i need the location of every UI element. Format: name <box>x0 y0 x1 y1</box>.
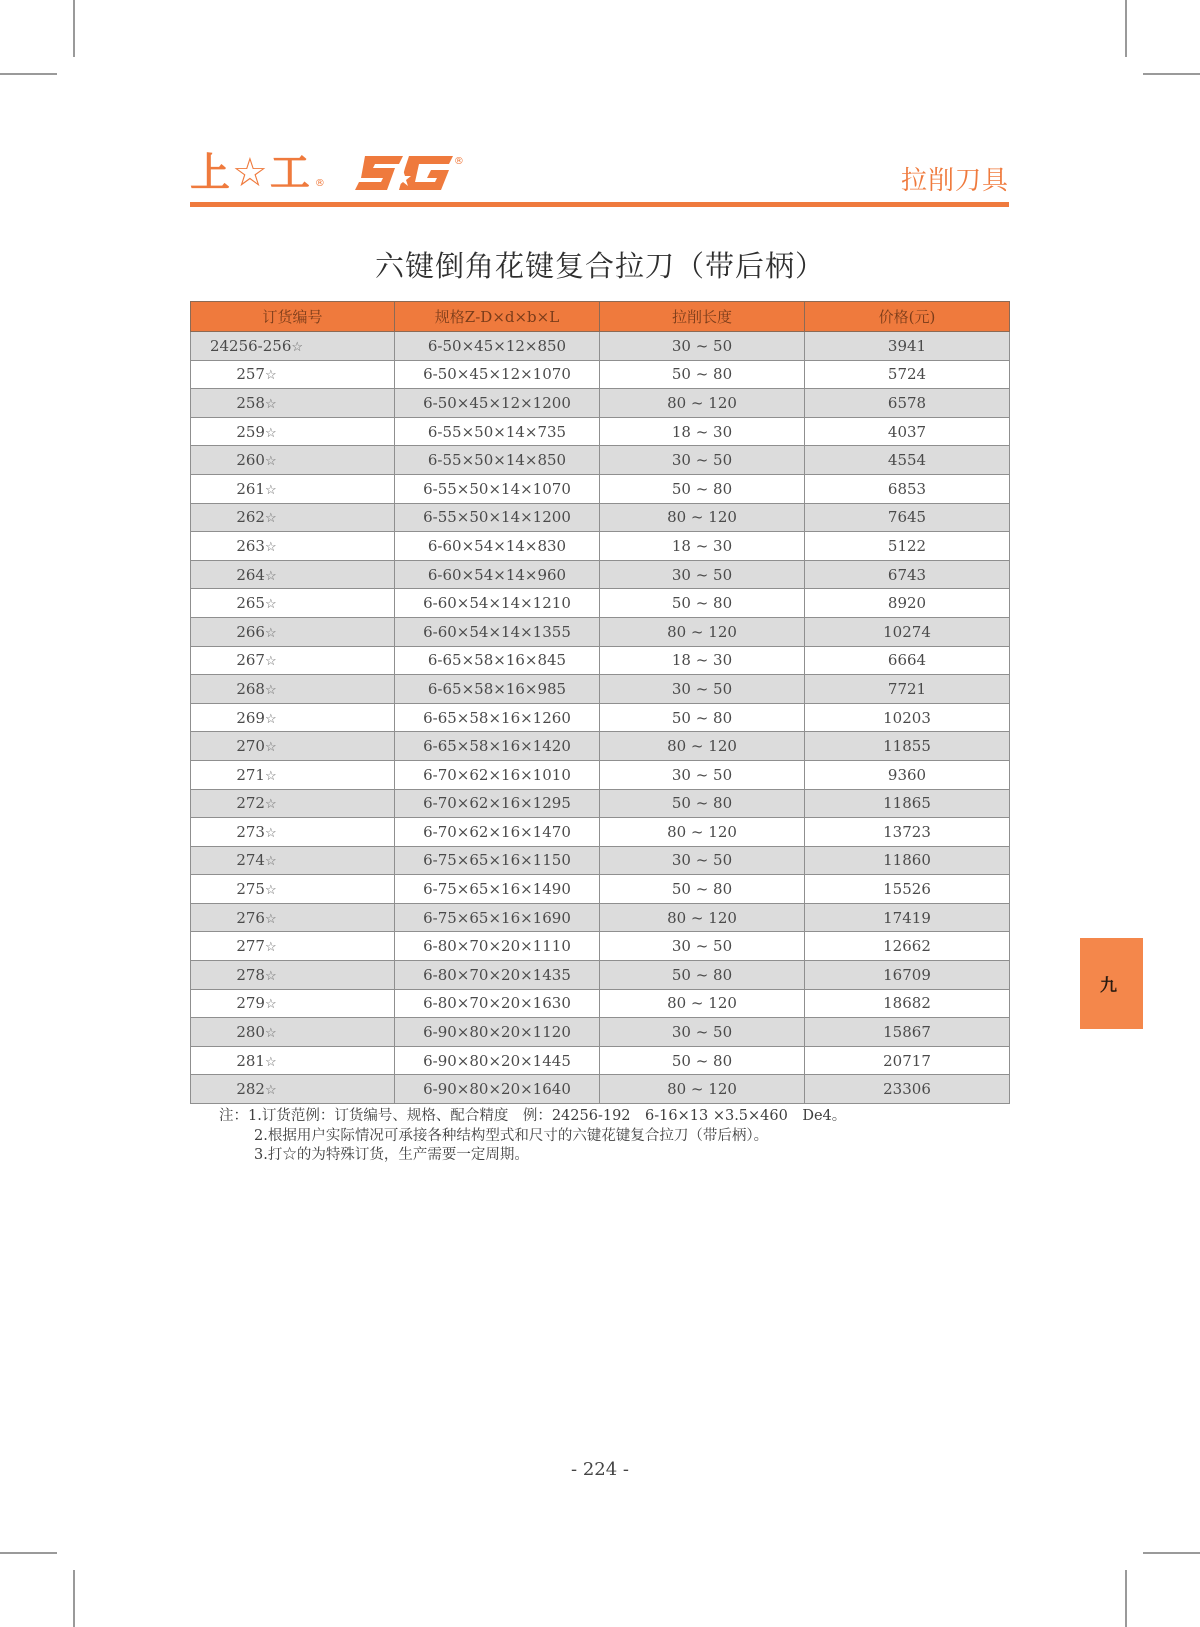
price-cell: 3941 <box>805 332 1010 361</box>
order-code: 274 <box>236 851 265 870</box>
order-code: 263 <box>236 536 265 555</box>
spec-cell: 6-75×65×16×1150 <box>395 846 600 875</box>
page-title: 六键倒角花键复合拉刀（带后柄） <box>374 249 825 283</box>
order-code-cell <box>191 474 395 503</box>
order-code-cell <box>191 703 395 732</box>
order-code: 273 <box>236 822 265 841</box>
crop-mark <box>1125 0 1127 57</box>
price-cell: 15526 <box>805 875 1010 904</box>
broach-length-cell: 50 ~ 80 <box>600 789 805 818</box>
table-row <box>191 503 1010 532</box>
broach-length-cell: 50 ~ 80 <box>600 360 805 389</box>
order-code: 261 <box>236 479 265 498</box>
price-cell: 13723 <box>805 818 1010 847</box>
broach-length-cell: 80 ~ 120 <box>600 503 805 532</box>
price-cell: 11855 <box>805 732 1010 761</box>
order-code: 262 <box>236 508 265 527</box>
special-order-star-icon: ☆ <box>264 740 277 756</box>
broach-length-cell: 50 ~ 80 <box>600 961 805 990</box>
order-code: 269 <box>236 708 265 727</box>
table-row <box>191 1046 1010 1075</box>
broach-length-cell: 80 ~ 120 <box>600 1075 805 1104</box>
order-code: 265 <box>236 594 265 613</box>
broach-length-cell: 50 ~ 80 <box>600 875 805 904</box>
order-code: 270 <box>236 737 265 756</box>
broach-length-cell: 50 ~ 80 <box>600 589 805 618</box>
broach-length-cell: 50 ~ 80 <box>600 474 805 503</box>
order-code: 278 <box>236 965 265 984</box>
crop-mark <box>0 1552 57 1554</box>
crop-mark <box>0 73 57 75</box>
special-order-star-icon: ☆ <box>264 597 277 613</box>
table-header-row <box>191 302 1010 332</box>
logo-chinese <box>190 149 327 196</box>
spec-cell: 6-55×50×14×1070 <box>395 474 600 503</box>
crop-mark <box>73 1570 75 1627</box>
table-row <box>191 675 1010 704</box>
price-cell: 10203 <box>805 703 1010 732</box>
order-code: 257 <box>236 365 265 384</box>
spec-cell: 6-70×62×16×1470 <box>395 818 600 847</box>
table-row <box>191 332 1010 361</box>
price-cell: 16709 <box>805 961 1010 990</box>
table-row <box>191 703 1010 732</box>
spec-cell: 6-65×58×16×1260 <box>395 703 600 732</box>
order-code-cell <box>191 875 395 904</box>
special-order-star-icon: ☆ <box>264 568 277 584</box>
order-code-cell <box>191 360 395 389</box>
order-code: 260 <box>236 451 265 470</box>
broach-length-cell: 80 ~ 120 <box>600 989 805 1018</box>
brand-logo <box>190 150 464 195</box>
price-cell: 5122 <box>805 532 1010 561</box>
order-code: 266 <box>236 622 265 641</box>
broach-length-cell: 50 ~ 80 <box>600 1046 805 1075</box>
special-order-star-icon: ☆ <box>264 625 277 641</box>
special-order-star-icon: ☆ <box>264 368 277 384</box>
spec-cell: 6-60×54×14×960 <box>395 560 600 589</box>
order-code-cell <box>191 818 395 847</box>
order-code-cell <box>191 846 395 875</box>
order-code: 276 <box>236 908 265 927</box>
price-cell: 6743 <box>805 560 1010 589</box>
spec-cell: 6-90×80×20×1640 <box>395 1075 600 1104</box>
order-code-cell <box>191 389 395 418</box>
special-order-star-icon: ☆ <box>264 711 277 727</box>
broach-length-cell: 80 ~ 120 <box>600 617 805 646</box>
order-code-cell <box>191 617 395 646</box>
order-code-cell <box>191 903 395 932</box>
crop-mark <box>1125 1570 1127 1627</box>
order-code: 280 <box>236 1023 265 1042</box>
price-cell: 20717 <box>805 1046 1010 1075</box>
special-order-star-icon: ☆ <box>291 339 304 355</box>
special-order-star-icon: ☆ <box>264 968 277 984</box>
price-cell: 23306 <box>805 1075 1010 1104</box>
table-row <box>191 360 1010 389</box>
table-row <box>191 903 1010 932</box>
spec-cell: 6-80×70×20×1435 <box>395 961 600 990</box>
spec-cell: 6-80×70×20×1110 <box>395 932 600 961</box>
broach-length-cell: 30 ~ 50 <box>600 675 805 704</box>
table-row <box>191 617 1010 646</box>
order-code: 272 <box>236 794 265 813</box>
price-cell: 12662 <box>805 932 1010 961</box>
order-code-cell <box>191 1075 395 1104</box>
order-code: 268 <box>236 679 265 698</box>
table-row <box>191 732 1010 761</box>
logo-sg <box>355 156 464 190</box>
order-code: 271 <box>236 765 265 784</box>
table-row <box>191 417 1010 446</box>
price-cell: 10274 <box>805 617 1010 646</box>
broach-length-cell: 80 ~ 120 <box>600 732 805 761</box>
note-2: 2.根据用户实际情况可承接各种结构型式和尺寸的六键花键复合拉刀（带后柄）。 <box>254 1127 769 1144</box>
order-code-cell <box>191 789 395 818</box>
special-order-star-icon: ☆ <box>264 482 277 498</box>
special-order-star-icon: ☆ <box>264 1026 277 1042</box>
broach-length-cell: 30 ~ 50 <box>600 760 805 789</box>
order-code: 258 <box>236 393 265 412</box>
special-order-star-icon: ☆ <box>264 396 277 412</box>
header-divider <box>190 202 1009 207</box>
order-code: 264 <box>236 565 265 584</box>
chapter-tab <box>1080 938 1143 1029</box>
special-order-star-icon: ☆ <box>264 539 277 555</box>
order-code-cell <box>191 503 395 532</box>
spec-cell: 6-70×62×16×1010 <box>395 760 600 789</box>
spec-cell: 6-65×58×16×845 <box>395 646 600 675</box>
special-order-star-icon: ☆ <box>264 1054 277 1070</box>
spec-cell: 6-60×54×14×1355 <box>395 617 600 646</box>
spec-cell: 6-55×50×14×735 <box>395 417 600 446</box>
spec-cell: 6-55×50×14×850 <box>395 446 600 475</box>
price-cell: 4037 <box>805 417 1010 446</box>
order-code-cell <box>191 732 395 761</box>
order-code-cell <box>191 560 395 589</box>
special-order-star-icon: ☆ <box>264 425 277 441</box>
price-cell: 17419 <box>805 903 1010 932</box>
table-row <box>191 818 1010 847</box>
logo-chinese-text: 上☆工 <box>190 149 312 196</box>
special-order-star-icon: ☆ <box>264 511 277 527</box>
special-order-star-icon: ☆ <box>264 825 277 841</box>
note-3: 3.打☆的为特殊订货，生产需要一定周期。 <box>254 1147 529 1163</box>
order-code-cell <box>191 1018 395 1047</box>
price-cell: 11860 <box>805 846 1010 875</box>
special-order-star-icon: ☆ <box>264 854 277 870</box>
spec-cell: 6-75×65×16×1490 <box>395 875 600 904</box>
broach-length-cell: 80 ~ 120 <box>600 818 805 847</box>
table-row <box>191 532 1010 561</box>
broach-length-cell: 50 ~ 80 <box>600 703 805 732</box>
broach-length-cell: 30 ~ 50 <box>600 932 805 961</box>
notes <box>219 1107 846 1166</box>
order-code: 277 <box>236 937 265 956</box>
table-row <box>191 446 1010 475</box>
spec-cell: 6-70×62×16×1295 <box>395 789 600 818</box>
special-order-star-icon: ☆ <box>264 883 277 899</box>
price-table <box>190 301 1010 1104</box>
price-cell: 7645 <box>805 503 1010 532</box>
price-cell: 4554 <box>805 446 1010 475</box>
order-code: 279 <box>236 994 265 1013</box>
price-cell: 15867 <box>805 1018 1010 1047</box>
price-cell: 8920 <box>805 589 1010 618</box>
order-code-cell <box>191 332 395 361</box>
table-row <box>191 875 1010 904</box>
order-code: 267 <box>236 651 265 670</box>
registered-mark: ® <box>453 155 464 167</box>
price-cell: 6578 <box>805 389 1010 418</box>
broach-length-cell: 18 ~ 30 <box>600 646 805 675</box>
page-number: - 224 - <box>571 1459 629 1480</box>
order-code: 259 <box>236 422 265 441</box>
broach-length-cell: 30 ~ 50 <box>600 560 805 589</box>
crop-mark <box>1143 1552 1200 1554</box>
order-code-cell <box>191 675 395 704</box>
special-order-star-icon: ☆ <box>264 682 277 698</box>
table-row <box>191 389 1010 418</box>
price-cell: 7721 <box>805 675 1010 704</box>
order-code: 275 <box>236 880 265 899</box>
broach-length-cell: 80 ~ 120 <box>600 389 805 418</box>
spec-cell: 6-55×50×14×1200 <box>395 503 600 532</box>
section-title: 拉削刀具 <box>900 166 1009 196</box>
spec-cell: 6-65×58×16×1420 <box>395 732 600 761</box>
sg-logo-icon <box>355 156 453 190</box>
spec-cell: 6-75×65×16×1690 <box>395 903 600 932</box>
crop-mark <box>73 0 75 57</box>
table-row <box>191 589 1010 618</box>
broach-length-cell: 30 ~ 50 <box>600 446 805 475</box>
table-row <box>191 474 1010 503</box>
spec-cell: 6-65×58×16×985 <box>395 675 600 704</box>
broach-length-cell: 30 ~ 50 <box>600 846 805 875</box>
spec-cell: 6-60×54×14×1210 <box>395 589 600 618</box>
table-row <box>191 646 1010 675</box>
spec-cell: 6-60×54×14×830 <box>395 532 600 561</box>
special-order-star-icon: ☆ <box>264 454 277 470</box>
column-header-order-code: 订货编号 <box>191 302 395 332</box>
price-cell: 6664 <box>805 646 1010 675</box>
broach-length-cell: 30 ~ 50 <box>600 1018 805 1047</box>
column-header-price: 价格(元) <box>805 302 1010 332</box>
column-header-broach-length: 拉削长度 <box>600 302 805 332</box>
order-code-cell <box>191 589 395 618</box>
column-header-spec: 规格Z-D×d×b×L <box>395 302 600 332</box>
spec-cell: 6-50×45×12×1200 <box>395 389 600 418</box>
order-code: 282 <box>236 1080 265 1099</box>
special-order-star-icon: ☆ <box>264 797 277 813</box>
order-code-cell <box>191 760 395 789</box>
order-code-cell <box>191 532 395 561</box>
spec-cell: 6-90×80×20×1445 <box>395 1046 600 1075</box>
table-row <box>191 989 1010 1018</box>
table-row <box>191 961 1010 990</box>
order-code-cell <box>191 989 395 1018</box>
special-order-star-icon: ☆ <box>264 768 277 784</box>
table-row <box>191 1075 1010 1104</box>
spec-cell: 6-50×45×12×1070 <box>395 360 600 389</box>
special-order-star-icon: ☆ <box>264 940 277 956</box>
crop-mark <box>1143 73 1200 75</box>
table-row <box>191 932 1010 961</box>
price-cell: 11865 <box>805 789 1010 818</box>
special-order-star-icon: ☆ <box>264 911 277 927</box>
table-row <box>191 1018 1010 1047</box>
order-code-cell <box>191 646 395 675</box>
table-row <box>191 760 1010 789</box>
broach-length-cell: 30 ~ 50 <box>600 332 805 361</box>
price-cell: 6853 <box>805 474 1010 503</box>
spec-cell: 6-90×80×20×1120 <box>395 1018 600 1047</box>
table-row <box>191 789 1010 818</box>
spec-cell: 6-50×45×12×850 <box>395 332 600 361</box>
order-code-cell <box>191 1046 395 1075</box>
special-order-star-icon: ☆ <box>264 654 277 670</box>
order-code-cell <box>191 417 395 446</box>
broach-length-cell: 80 ~ 120 <box>600 903 805 932</box>
price-cell: 5724 <box>805 360 1010 389</box>
price-cell: 9360 <box>805 760 1010 789</box>
spec-cell: 6-80×70×20×1630 <box>395 989 600 1018</box>
table-row <box>191 846 1010 875</box>
order-code: 281 <box>236 1051 265 1070</box>
registered-mark: ® <box>314 177 327 189</box>
table-body <box>191 332 1010 1104</box>
order-code-cell <box>191 932 395 961</box>
broach-length-cell: 18 ~ 30 <box>600 532 805 561</box>
price-cell: 18682 <box>805 989 1010 1018</box>
table-row <box>191 560 1010 589</box>
note-1: 注：1.订货范例：订货编号、规格、配合精度 例：24256-192 6-16×13 ×3.5×460 De4。 <box>219 1108 847 1124</box>
order-code: 24256-256 <box>209 336 292 355</box>
chapter-tab-label: 九 <box>1100 976 1117 996</box>
broach-length-cell: 18 ~ 30 <box>600 417 805 446</box>
special-order-star-icon: ☆ <box>264 997 277 1013</box>
special-order-star-icon: ☆ <box>264 1083 277 1099</box>
order-code-cell <box>191 446 395 475</box>
order-code-cell <box>191 961 395 990</box>
